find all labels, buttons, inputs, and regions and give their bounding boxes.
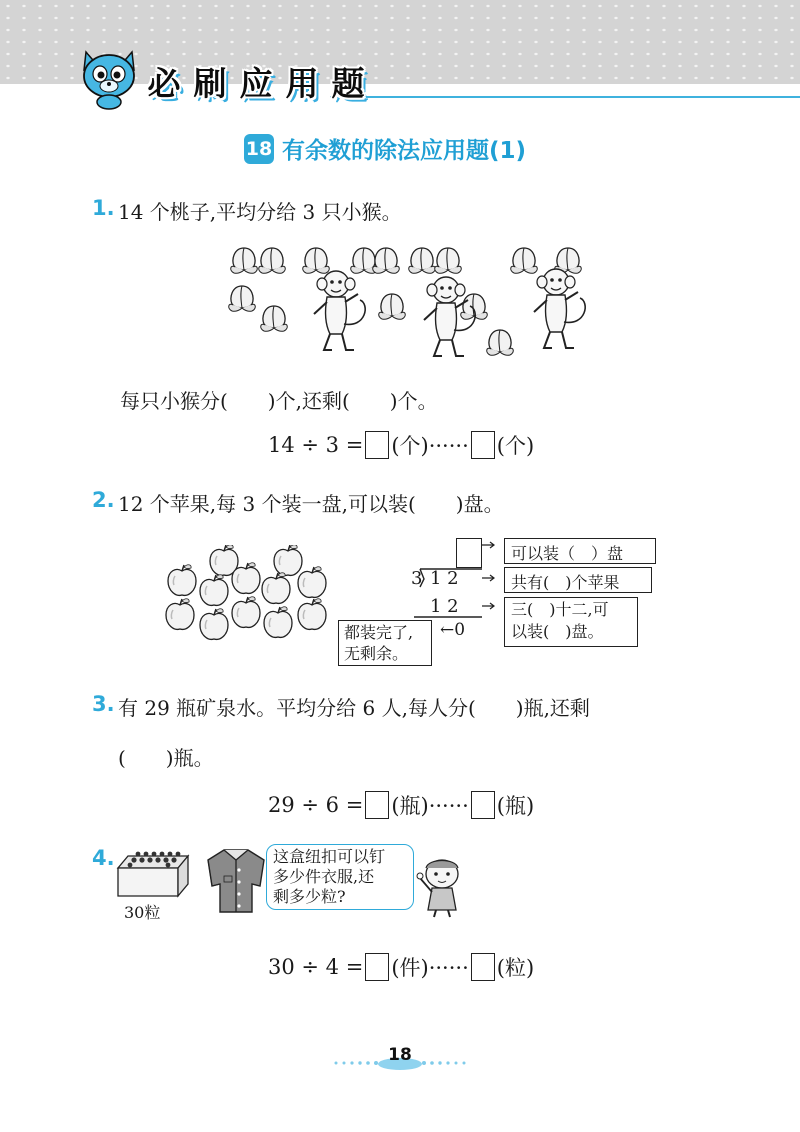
q1-remainder-box[interactable] bbox=[471, 431, 495, 459]
section-title-text: 有余数的除法应用题(1) bbox=[282, 138, 527, 164]
q4-bubble-line3: 剩多少粒? bbox=[273, 887, 346, 906]
q4-speech-bubble bbox=[266, 844, 414, 910]
q4-eq-unit1: (件)······ bbox=[391, 956, 469, 980]
q4-eq-unit2: (粒) bbox=[496, 956, 535, 980]
shirt-icon bbox=[204, 846, 268, 916]
q1-fill-sentence: 每只小猴分( )个,还剩( )个。 bbox=[120, 389, 438, 413]
q3-remainder-box[interactable] bbox=[471, 791, 495, 819]
q2-label-quotient: 可以装（ ）盘 bbox=[504, 538, 656, 564]
page-footer bbox=[330, 1042, 470, 1072]
q4-remainder-box[interactable] bbox=[471, 953, 495, 981]
q2-label-remainder-line1: 都装完了, bbox=[344, 623, 414, 642]
q4-equation bbox=[268, 952, 534, 982]
q3-eq-unit1: (瓶)······ bbox=[391, 794, 469, 818]
q4-bubble-line1: 这盒纽扣可以钉 bbox=[273, 847, 386, 866]
q4-box-label: 30粒 bbox=[124, 903, 161, 922]
q1-peaches-monkeys-illustration bbox=[224, 236, 614, 362]
q4-bubble-line2: 多少件衣服,还 bbox=[273, 867, 375, 886]
q1-quotient-box[interactable] bbox=[365, 431, 389, 459]
button-box-icon bbox=[112, 846, 192, 904]
q2-quotient-box[interactable] bbox=[456, 538, 482, 568]
q1-number: 1. bbox=[92, 196, 115, 220]
q1-text: 14 个桃子,平均分给 3 只小猴。 bbox=[118, 200, 402, 224]
banner-char: 应 bbox=[239, 64, 273, 103]
q4-quotient-box[interactable] bbox=[365, 953, 389, 981]
q3-number: 3. bbox=[92, 692, 115, 716]
q1-eq-unit1: (个)······ bbox=[391, 434, 469, 458]
q1-equation bbox=[268, 430, 534, 460]
q3-text-line2: ( )瓶。 bbox=[118, 746, 214, 770]
q2-apples-illustration bbox=[160, 545, 332, 645]
q2-dividend: 1 2 bbox=[430, 568, 459, 589]
q2-label-product-line2: 以装( )盘。 bbox=[511, 622, 604, 641]
q3-eq-left: 29 ÷ 6 = bbox=[268, 793, 364, 817]
q1-eq-unit2: (个) bbox=[496, 434, 535, 458]
banner-char: 题 bbox=[331, 64, 365, 103]
q3-quotient-box[interactable] bbox=[365, 791, 389, 819]
q2-label-remainder-line2: 无剩余。 bbox=[344, 644, 409, 663]
page-number: 18 bbox=[388, 1045, 412, 1065]
banner-char: 必 bbox=[147, 64, 181, 103]
q2-remainder: ←0 bbox=[440, 620, 466, 640]
q2-label-product bbox=[504, 597, 638, 647]
girl-character-icon bbox=[414, 856, 470, 918]
q4-eq-left: 30 ÷ 4 = bbox=[268, 955, 364, 979]
q2-divisor: 3 bbox=[411, 568, 423, 589]
q3-eq-unit2: (瓶) bbox=[496, 794, 535, 818]
q2-product: 1 2 bbox=[430, 596, 459, 617]
mascot-icon bbox=[76, 46, 142, 110]
banner-title bbox=[142, 63, 370, 105]
q2-number: 2. bbox=[92, 488, 115, 512]
q3-equation bbox=[268, 790, 534, 820]
q2-label-product-line1: 三( )十二,可 bbox=[511, 600, 609, 619]
q2-label-remainder bbox=[338, 620, 432, 666]
header-rule bbox=[330, 96, 800, 98]
q2-text: 12 个苹果,每 3 个装一盘,可以装( )盘。 bbox=[118, 492, 504, 516]
q2-label-dividend: 共有( )个苹果 bbox=[504, 567, 652, 593]
section-title bbox=[244, 132, 526, 165]
q1-eq-left: 14 ÷ 3 = bbox=[268, 433, 364, 457]
banner-char: 用 bbox=[285, 64, 319, 103]
q3-text: 有 29 瓶矿泉水。平均分给 6 人,每人分( )瓶,还剩 bbox=[118, 696, 590, 720]
q4-number: 4. bbox=[92, 846, 115, 870]
section-number-badge: 18 bbox=[244, 134, 274, 164]
banner-char: 刷 bbox=[193, 64, 227, 103]
